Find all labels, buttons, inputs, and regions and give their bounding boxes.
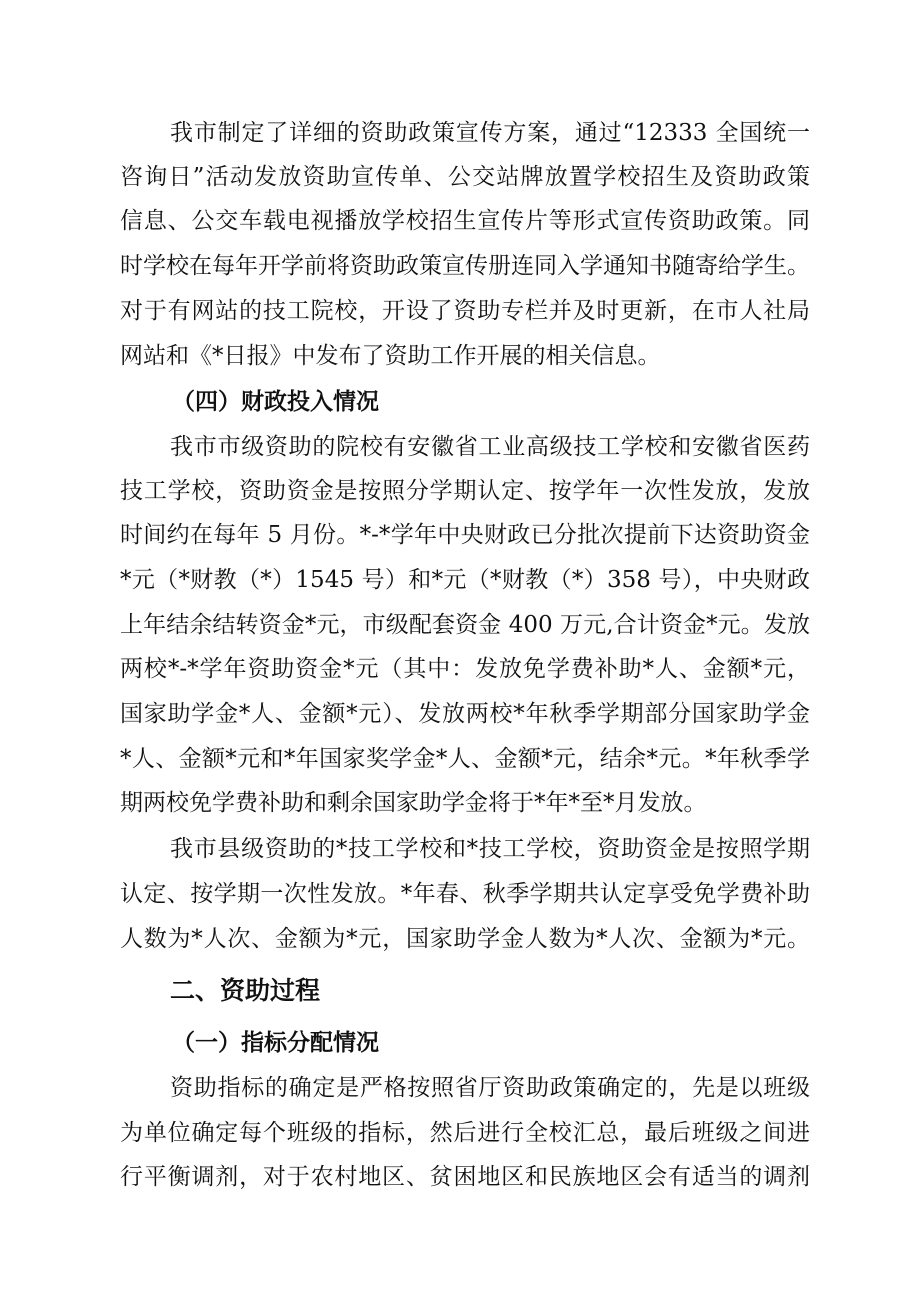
paragraph-line: 资助指标的确定是严格按照省厅资助政策确定的，先是以班级 [170,1075,810,1101]
paragraph-line: 国家助学金*人、金额*元）、发放两校*年秋季学期部分国家助学金 [120,701,810,727]
paragraph-line: 上年结余结转资金*元，市级配套资金 400 万元,合计资金*元。发放 [120,612,810,638]
paragraph-line: 认定、按学期一次性发放。*年春、秋季学期共认定享受免学费补助 [120,881,810,907]
section-heading: 二、资助过程 [170,976,321,1005]
paragraph-line: 技工学校，资助资金是按照分学期认定、按学年一次性发放，发放 [120,478,810,504]
paragraph-line: 时间约在每年 5 月份。*-*学年中央财政已分批次提前下达资助资金 [120,522,810,548]
paragraph-line: 为单位确定每个班级的指标，然后进行全校汇总，最后班级之间进 [120,1120,810,1146]
paragraph-line: 我市制定了详细的资助政策宣传方案，通过“12333 全国统一 [170,120,810,146]
paragraph-line: 信息、公交车载电视播放学校招生宣传片等形式宣传资助政策。同 [120,208,810,234]
paragraph-line: 咨询日”活动发放资助宣传单、公交站牌放置学校招生及资助政策 [120,164,810,190]
paragraph-line: 我市市级资助的院校有安徽省工业高级技工学校和安徽省医药 [170,434,810,460]
paragraph-line: 我市县级资助的*技工学校和*技工学校，资助资金是按照学期 [170,836,810,862]
section-subheading: （四）财政投入情况 [172,388,379,415]
paragraph-line: 行平衡调剂，对于农村地区、贫困地区和民族地区会有适当的调剂 [120,1164,810,1190]
paragraph-line: 网站和《*日报》中发布了资助工作开展的相关信息。 [120,343,661,369]
paragraph-line: 人数为*人次、金额为*元，国家助学金人数为*人次、金额为*元。 [120,926,810,952]
paragraph-line: 时学校在每年开学前将资助政策宣传册连同入学通知书随寄给学生。 [120,253,810,279]
paragraph-line: *人、金额*元和*年国家奖学金*人、金额*元，结余*元。*年秋季学 [120,746,810,772]
section-subheading: （一）指标分配情况 [172,1029,379,1056]
paragraph-line: 期两校免学费补助和剩余国家助学金将于*年*至*月发放。 [120,790,707,816]
paragraph-line: 两校*-*学年资助资金*元（其中：发放免学费补助*人、金额*元， [120,656,810,682]
paragraph-line: *元（*财教（*）1545 号）和*元（*财教（*）358 号），中央财政 [120,567,810,593]
paragraph-line: 对于有网站的技工院校，开设了资助专栏并及时更新，在市人社局 [120,298,810,324]
